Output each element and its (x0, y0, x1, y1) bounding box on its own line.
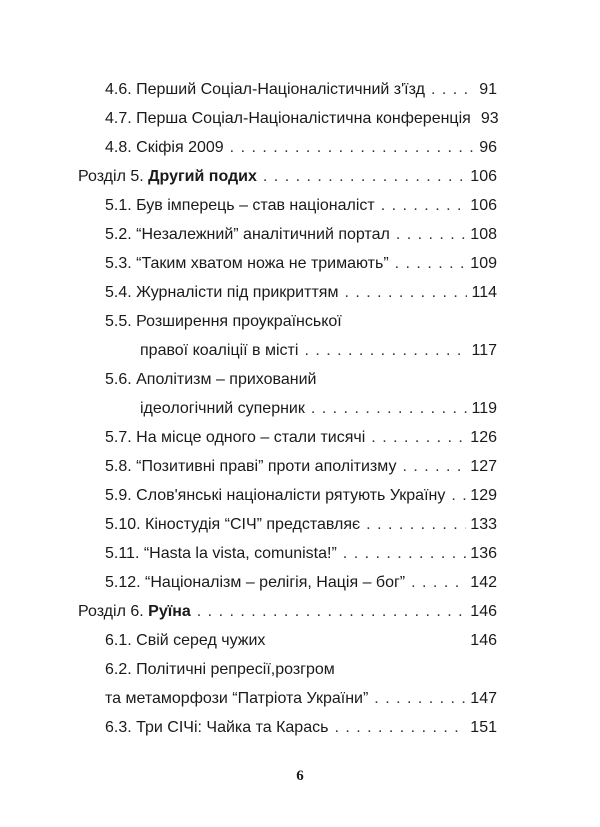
toc-entry[interactable]: 5.9. Слов'янські націоналісти рятують Україну . . . 129 (105, 486, 497, 506)
toc-page-number: 93 (480, 110, 499, 127)
toc-entry[interactable]: 5.11. “Hasta la vista, comunista!” . . . 136 (105, 544, 497, 564)
toc-page-number: 106 (470, 197, 497, 214)
toc-entry-line1: 6.2. Політичні репресії,розгром (105, 661, 335, 678)
toc-page-number: 108 (470, 226, 497, 243)
toc-page-number: 142 (470, 574, 497, 591)
toc-page-number: 146 (470, 603, 497, 620)
toc-entry[interactable]: 5.10. Кіностудія “СІЧ” представляє . . . 133 (105, 515, 497, 535)
toc-page-number: 91 (479, 81, 497, 98)
toc-entry[interactable]: 5.7. На місце одного – стали тисячі . . . 126 (105, 428, 497, 448)
toc-entry[interactable]: 5.12. “Націоналізм – релігія, Нація – бог” . . . 142 (105, 573, 497, 593)
toc-page-number: 127 (470, 458, 497, 475)
toc-entry-line1: 5.6. Аполітизм – прихований (105, 371, 317, 388)
toc-page-number: 133 (470, 516, 497, 533)
toc-entry[interactable]: 4.7. Перша Соціал-Націоналістична конференція 93 (105, 110, 499, 127)
toc-page-number: 119 (471, 400, 497, 417)
toc-entry[interactable]: ідеологічний суперник . . . 119 (140, 399, 497, 419)
toc-page-number: 136 (470, 545, 497, 562)
toc-page-number: 147 (470, 690, 497, 707)
toc-entry[interactable]: 5.1. Був імперець – став націоналіст . . . 106 (105, 196, 497, 216)
toc-chapter-6[interactable]: Розділ 6. Руїна . . . 146 (78, 602, 497, 622)
toc-entry[interactable]: 4.6. Перший Соціал-Націоналістичний з'їзд . . . 91 (105, 80, 497, 100)
toc-page-number: 109 (470, 255, 497, 272)
page-number: 6 (296, 768, 304, 784)
chapter-title: Другий подих (148, 168, 257, 185)
toc-entry[interactable]: 6.1. Свій серед чужих 146 (105, 632, 497, 649)
toc-entry[interactable]: правої коаліції в місті . . . 117 (140, 341, 497, 361)
toc-page-number: 129 (470, 487, 497, 504)
toc-page-number: 151 (470, 719, 497, 736)
toc-page-number: 117 (471, 342, 497, 359)
toc-chapter-5[interactable]: Розділ 5. Другий подих . . . 106 (78, 167, 497, 187)
toc-entry[interactable]: та метаморфози “Патріота України” . . . 147 (105, 689, 497, 709)
toc-entry[interactable]: 5.3. “Таким хватом ножа не тримають” . . . 109 (105, 254, 497, 274)
toc-entry-line1: 5.5. Розширення проукраїнської (105, 313, 342, 330)
toc-entry[interactable]: 5.8. “Позитивні праві” проти аполітизму . . . 127 (105, 457, 497, 477)
toc-page-number: 146 (470, 632, 497, 649)
chapter-title: Руїна (148, 603, 191, 620)
toc-page-number: 96 (479, 139, 497, 156)
toc-page-number: 106 (470, 168, 497, 185)
toc-page-number: 114 (471, 284, 497, 301)
toc-entry[interactable]: 5.4. Журналісти під прикриттям . . . 114 (105, 283, 497, 303)
toc-entry[interactable]: 5.2. “Незалежний” аналітичний портал . . . 108 (105, 225, 497, 245)
toc-entry[interactable]: 6.3. Три СІЧі: Чайка та Карась . . . 151 (105, 718, 497, 738)
toc-page-number: 126 (470, 429, 497, 446)
toc-entry[interactable]: 4.8. Скіфія 2009 . . . 96 (105, 138, 497, 158)
